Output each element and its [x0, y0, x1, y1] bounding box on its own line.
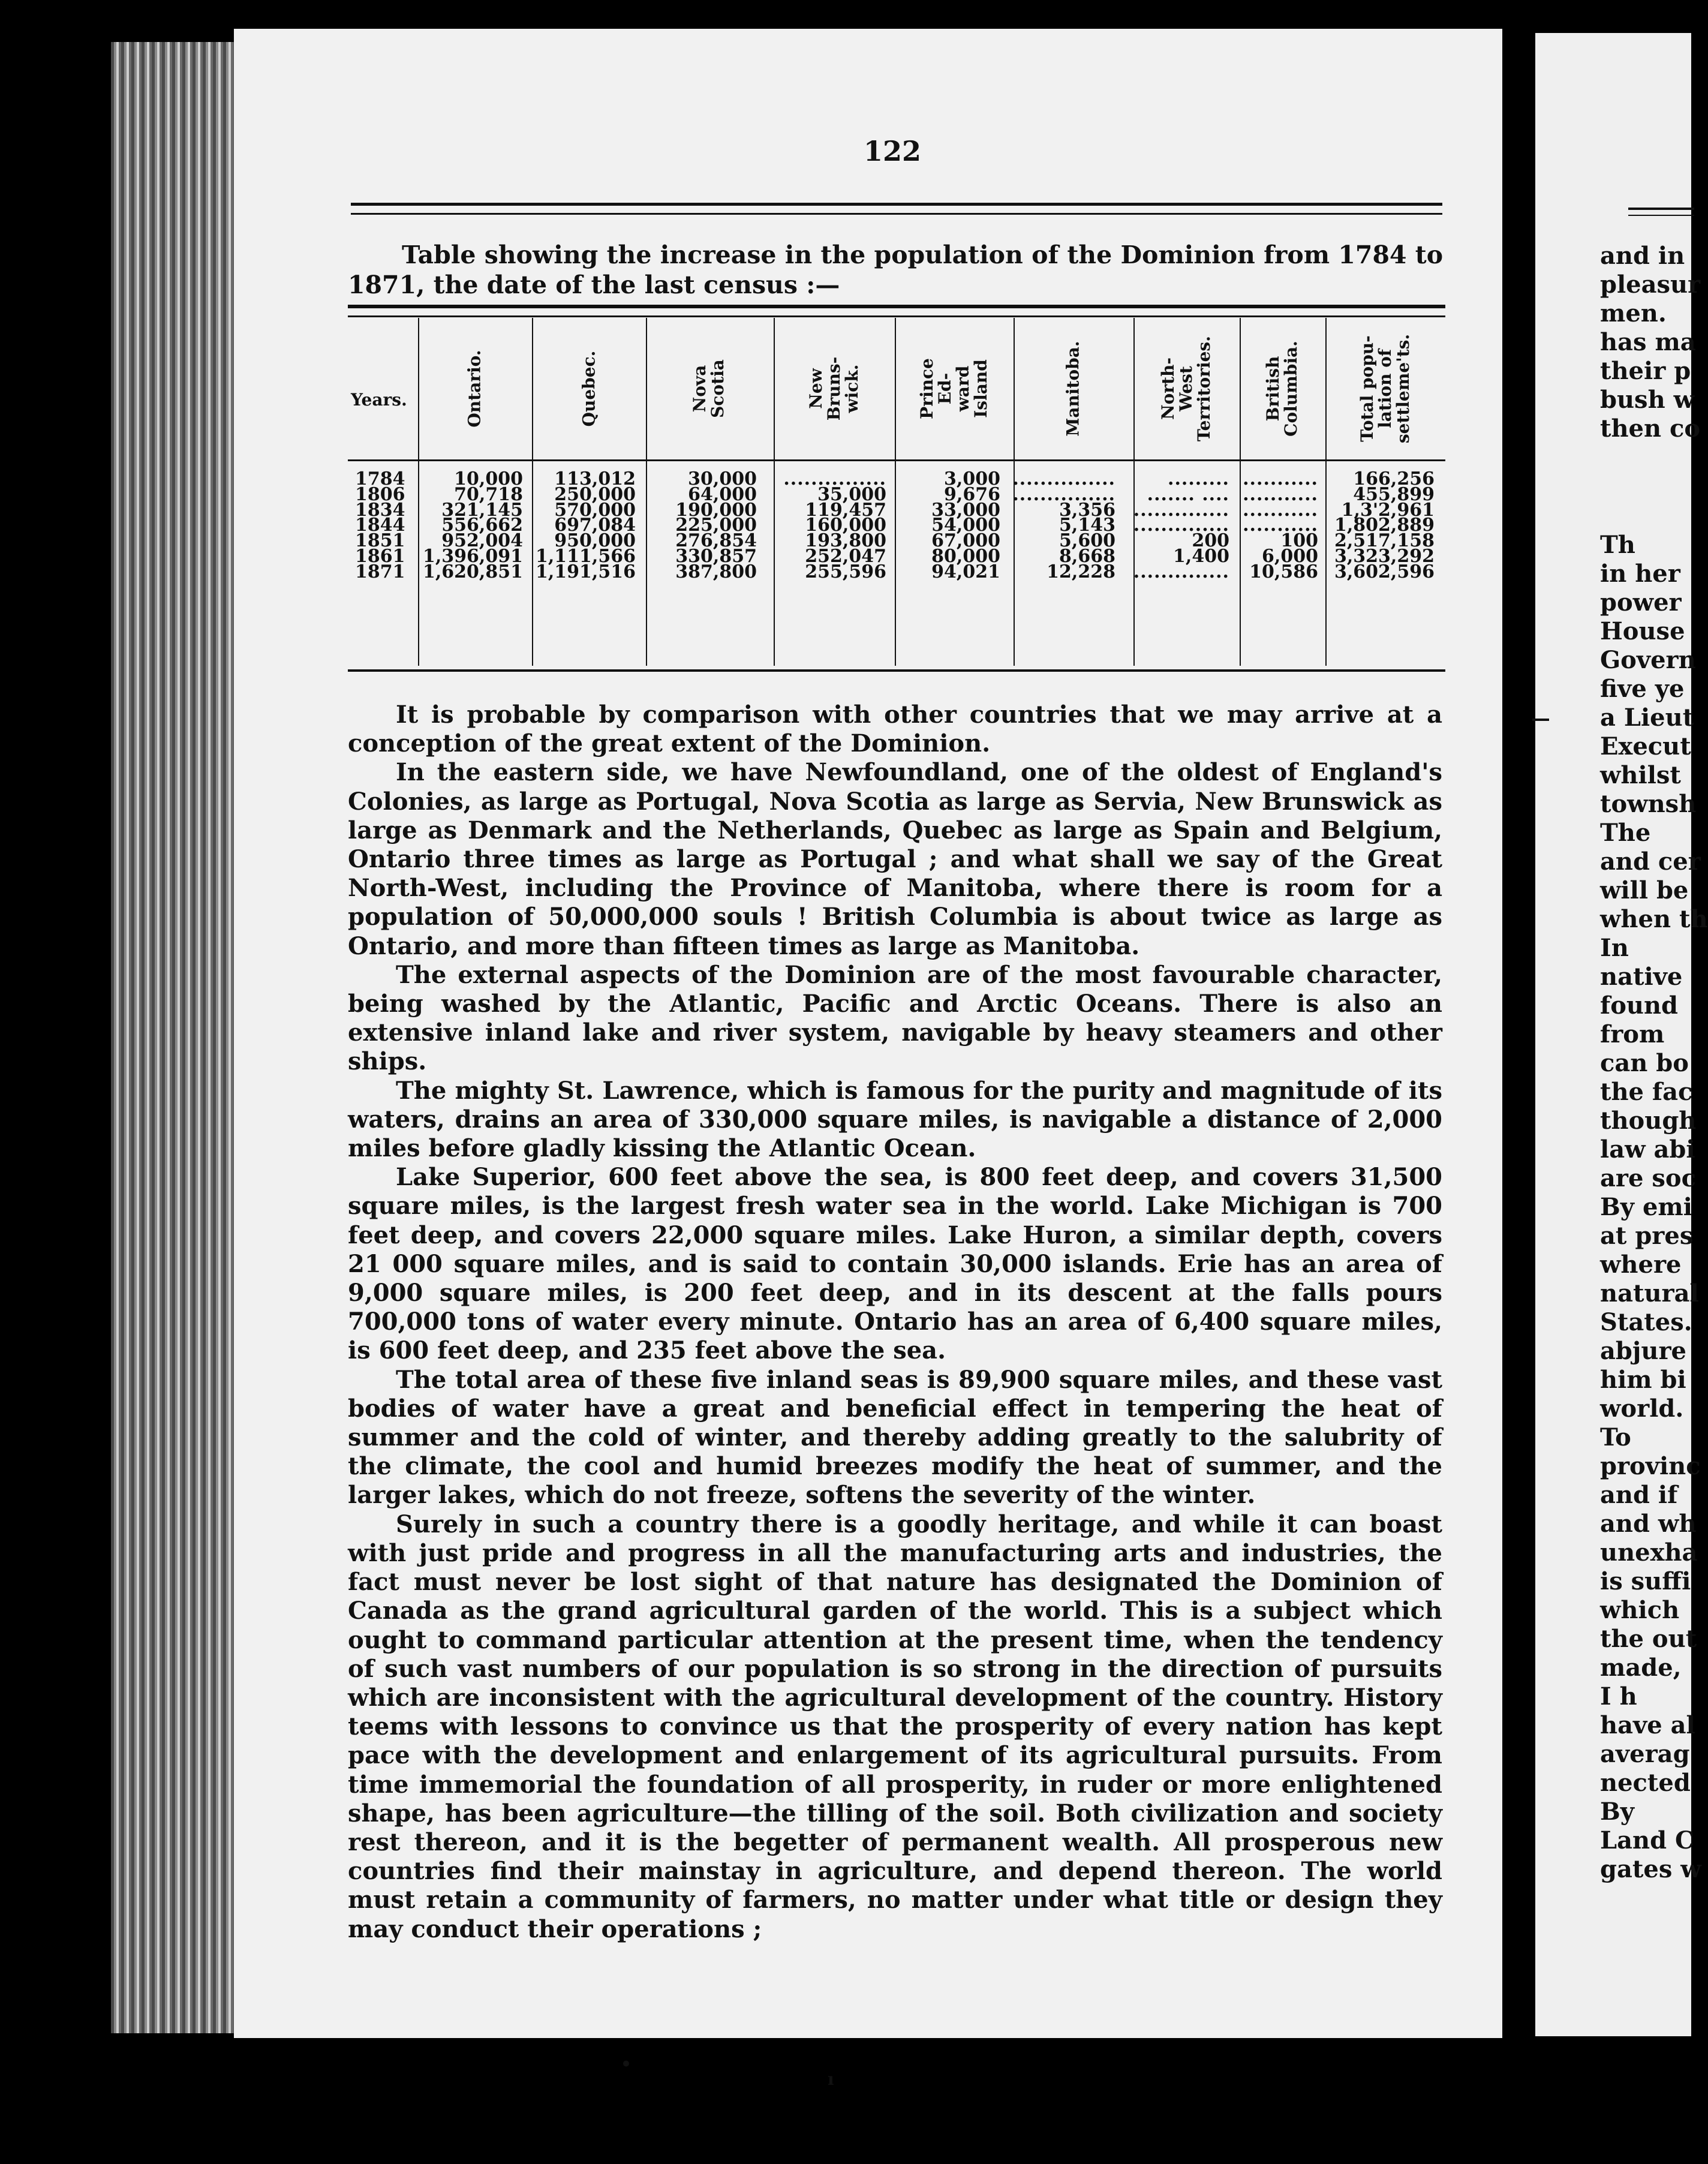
adjacent-page-line: the out — [1600, 1625, 1697, 1653]
adjacent-page-line: power — [1600, 588, 1682, 617]
table-cell: 697,084 — [554, 515, 636, 536]
page-number: 122 — [864, 135, 922, 167]
adjacent-page-line: from — [1600, 1020, 1665, 1048]
header-north-west-territories: North-West Territories. — [1158, 335, 1214, 441]
table-cell-year: 1834 — [355, 499, 405, 521]
adjacent-page-line: natural — [1600, 1279, 1699, 1308]
adjacent-page-line: and wh — [1600, 1510, 1697, 1538]
table-cell: 225,000 — [675, 515, 757, 536]
table-cell: 35,000 — [817, 483, 886, 505]
adjacent-page-line: made, — [1600, 1654, 1682, 1682]
column-divider — [1240, 318, 1241, 666]
table-cell: 30,000 — [688, 468, 757, 489]
scan-speck: ı — [828, 2069, 834, 2089]
header-total-population: Total popu- lation of settleme'ts. — [1357, 333, 1414, 443]
adjacent-page-line: at pres — [1600, 1222, 1694, 1250]
header-prince-edward-island: Prince Ed- ward Island — [917, 357, 991, 419]
table-cell: 190,000 — [675, 499, 757, 521]
table-cell: 6,000 — [1262, 546, 1318, 567]
paragraph: In the eastern side, we have Newfoundland, one of the oldest of England's Colonies, as large as Portugal, Nova Scotia as large as Servia, New Brunswick as large as Denmark and the Netherlands, Quebec as large as Spain and Belgium, Ontario three times as large as Portugal ; and what shall we say of the Great North-West, including the Province of Manitoba, where there is room for a population of 50,000,000 souls ! British Columbia is about twice as large as Ontario, and more than fifteen times as large as Manitoba. — [348, 758, 1442, 960]
table-cell-year: 1806 — [355, 483, 405, 505]
table-cell: 1,191,516 — [535, 561, 636, 582]
adjacent-page-line: nected — [1600, 1769, 1691, 1797]
adjacent-page-line: law abi — [1600, 1135, 1695, 1164]
adjacent-page-line: world. — [1600, 1394, 1684, 1423]
adjacent-page-line: bush w — [1600, 386, 1695, 414]
table-cell: 252,047 — [805, 546, 886, 567]
adjacent-page-line: Land C — [1600, 1826, 1694, 1855]
adjacent-page-line: By — [1600, 1798, 1635, 1826]
adjacent-page-line: have al — [1600, 1711, 1695, 1739]
adjacent-page-rule — [1628, 208, 1694, 216]
table-cell: 160,000 — [805, 515, 886, 536]
adjacent-page-line: the fac — [1600, 1078, 1693, 1106]
table-top-rule — [348, 305, 1445, 317]
table-cell: ........... — [1243, 483, 1318, 505]
adjacent-page-line: To — [1600, 1423, 1631, 1451]
header-rule — [351, 203, 1442, 215]
header-nova-scotia: Nova Scotia — [690, 359, 727, 418]
adjacent-page-line: a Lieut — [1600, 704, 1694, 732]
table-cell: 321,145 — [441, 499, 523, 521]
table-cell: 80,000 — [931, 546, 1000, 567]
table-cell: 387,800 — [675, 561, 757, 582]
adjacent-page-line: Execut — [1600, 732, 1691, 761]
table-cell: 64,000 — [688, 483, 757, 505]
table-cell: 570,000 — [554, 499, 636, 521]
table-cell-year: 1851 — [355, 530, 405, 552]
table-cell: 9,676 — [944, 483, 1000, 505]
header-british-columbia: British Columbia. — [1263, 340, 1301, 437]
table-cell: 3,323,292 — [1334, 546, 1435, 567]
table-cell: .............. — [1133, 561, 1229, 582]
table-cell: ........... — [1243, 468, 1318, 489]
header-new-brunswick: New Bruns- wick. — [806, 356, 862, 420]
adjacent-page-line: States. — [1600, 1308, 1692, 1336]
table-cell: 100 — [1280, 530, 1318, 552]
paragraph: Lake Superior, 600 feet above the sea, is 800 feet deep, and covers 31,500 square miles, is the largest fresh water sea in the world. Lake Michigan is 700 feet deep, and covers 22,000 square miles. Lake Huron, a similar depth, covers 21 000 square miles, and is said to contain 30,000 islands. Erie has an area of 9,000 square miles, is 200 feet deep, and in its descent at the falls pours 700,000 tons of water every minute. Ontario has an area of 6,400 square miles, is 600 feet deep, and 235 feet above the sea. — [348, 1163, 1442, 1365]
table-cell: .............. — [1133, 515, 1229, 536]
adjacent-page-line: and cer — [1600, 847, 1701, 876]
table-cell: ........... — [1243, 499, 1318, 521]
table-cell: 1,620,851 — [422, 561, 523, 582]
table-cell: ............... — [1012, 483, 1115, 505]
column-divider — [895, 318, 896, 666]
table-cell: 33,000 — [931, 499, 1000, 521]
table-caption: Table showing the increase in the population of the Dominion from 1784 to 1871, the date of the last census :— — [348, 241, 1444, 299]
table-cell: 1,396,091 — [422, 546, 523, 567]
table-cell: 12,228 — [1047, 561, 1115, 582]
header-ontario: Ontario. — [465, 349, 485, 428]
table-cell-year: 1861 — [355, 546, 405, 567]
adjacent-page-line: though — [1600, 1107, 1697, 1135]
adjacent-page-line: will be — [1600, 876, 1689, 904]
paragraph: The external aspects of the Dominion are of the most favourable character, being washed by the Atlantic, Pacific and Arctic Oceans. There is also an extensive inland lake and river system, navigable by heavy steamers and other ships. — [348, 960, 1442, 1076]
body-text — [348, 701, 1442, 1944]
table-cell: 54,000 — [931, 515, 1000, 536]
adjacent-page-line: men. — [1600, 299, 1667, 327]
table-cell: 2,517,158 — [1334, 530, 1435, 552]
table-cell: 1,802,889 — [1334, 515, 1435, 536]
adjacent-page-line: are soc — [1600, 1164, 1696, 1192]
adjacent-page-line: averag — [1600, 1740, 1690, 1768]
adjacent-page-line: five ye — [1600, 675, 1685, 703]
paragraph: The total area of these five inland seas is 89,900 square miles, and these vast bodies of water have a great and beneficial effect in tempering the heat of summer and the cold of winter, and thereby adding greatly to the salubrity of the climate, the cool and humid breezes modify the heat of summer, and the larger lakes, which do not freeze, softens the severity of the winter. — [348, 1365, 1442, 1510]
table-cell: 70,718 — [454, 483, 523, 505]
adjacent-page-line: where — [1600, 1251, 1682, 1279]
table-cell: 276,854 — [675, 530, 757, 552]
adjacent-page-line: By emi — [1600, 1193, 1692, 1221]
table-cell: 119,457 — [805, 499, 886, 521]
header-manitoba: Manitoba. — [1063, 340, 1083, 437]
table-cell: 5,143 — [1059, 515, 1115, 536]
table-cell: 113,012 — [554, 468, 636, 489]
table-cell: 250,000 — [554, 483, 636, 505]
table-header-rule — [348, 459, 1445, 461]
table-bottom-rule — [348, 669, 1445, 672]
table-cell-year: 1784 — [355, 468, 405, 489]
table-cell: 1,3'2,961 — [1341, 499, 1435, 521]
table-cell: 94,021 — [931, 561, 1000, 582]
table-cell: 1,400 — [1173, 546, 1229, 567]
adjacent-page-line: House — [1600, 617, 1685, 645]
table-cell: 5,600 — [1059, 530, 1115, 552]
table-cell: 3,000 — [944, 468, 1000, 489]
adjacent-page-line: pleasur — [1600, 270, 1701, 299]
header-quebec: Quebec. — [579, 350, 599, 426]
table-cell: 8,668 — [1059, 546, 1115, 567]
adjacent-page-line: townsh — [1600, 790, 1697, 818]
column-divider — [774, 318, 775, 666]
header-years: Years. — [351, 390, 407, 410]
table-cell: 10,000 — [454, 468, 523, 489]
paragraph: It is probable by comparison with other countries that we may arrive at a conception of the great extent of the Dominion. — [348, 701, 1442, 758]
adjacent-page-line: abjure — [1600, 1337, 1686, 1365]
column-divider — [532, 318, 533, 666]
table-cell: ....... .... — [1147, 483, 1229, 505]
table-cell: ......... — [1168, 468, 1229, 489]
scan-speck: • — [621, 2054, 632, 2074]
book-edge — [111, 42, 246, 2033]
adjacent-page-line: and if — [1600, 1481, 1678, 1509]
adjacent-page-line: gates w — [1600, 1855, 1701, 1883]
adjacent-page-line: and in — [1600, 242, 1685, 270]
table-cell: 255,596 — [805, 561, 886, 582]
table-cell: ............... — [1012, 468, 1115, 489]
adjacent-page-line: when th — [1600, 905, 1708, 933]
table-cell-year: 1844 — [355, 515, 405, 536]
table-cell: 952,004 — [441, 530, 523, 552]
adjacent-page-line: Th — [1600, 531, 1635, 559]
column-divider — [1133, 318, 1135, 666]
table-cell: ............... — [783, 468, 886, 489]
adjacent-page-line: him bi — [1600, 1366, 1686, 1394]
table-cell: .............. — [1133, 499, 1229, 521]
adjacent-page-line: has ma — [1600, 328, 1696, 356]
column-divider — [1325, 318, 1327, 666]
table-cell: 166,256 — [1353, 468, 1435, 489]
adjacent-page-line: native — [1600, 963, 1683, 991]
table-cell: 330,857 — [675, 546, 757, 567]
adjacent-page-line: which — [1600, 1596, 1680, 1624]
table-cell: ........... — [1243, 515, 1318, 536]
adjacent-page-line: The — [1600, 819, 1651, 847]
adjacent-page-line: can bo — [1600, 1049, 1689, 1077]
column-divider — [646, 318, 647, 666]
table-cell: 10,586 — [1249, 561, 1318, 582]
adjacent-page-line: in her — [1600, 560, 1680, 588]
table-cell: 556,662 — [441, 515, 523, 536]
adjacent-page-line: their p — [1600, 357, 1691, 385]
table-cell: 950,000 — [554, 530, 636, 552]
table-cell: 455,899 — [1353, 483, 1435, 505]
table-cell: 200 — [1192, 530, 1229, 552]
table-cell: 67,000 — [931, 530, 1000, 552]
adjacent-page-line: Govern — [1600, 646, 1696, 674]
adjacent-page-line: provinc — [1600, 1452, 1701, 1480]
table-cell: 3,602,596 — [1334, 561, 1435, 582]
adjacent-page-line: whilst — [1600, 761, 1681, 789]
table-cell: 193,800 — [805, 530, 886, 552]
column-divider — [418, 318, 419, 666]
adjacent-page-line: unexha — [1600, 1538, 1698, 1567]
table-cell-year: 1871 — [355, 561, 405, 582]
adjacent-page-line: found — [1600, 991, 1679, 1020]
margin-dash — [1532, 719, 1549, 721]
adjacent-page-line: In — [1600, 934, 1629, 962]
paragraph: The mighty St. Lawrence, which is famous for the purity and magnitude of its waters, drains an area of 330,000 square miles, is navigable a distance of 2,000 miles before gladly kissing the Atlantic Ocean. — [348, 1076, 1442, 1163]
adjacent-page-line: then co — [1600, 414, 1701, 443]
paragraph: Surely in such a country there is a goodly heritage, and while it can boast with just pride and progress in all the manufacturing arts and industries, the fact must never be lost sight of that nature has designated the Dominion of Canada as the grand agricultural garden of the world. This is a subject which ought to command particular attention at the present time, when the tendency of such vast numbers of our population is so strong in the direction of pursuits which are inconsistent with the agricultural development of the country. History teems with lessons to convince us that the prosperity of every nation has kept pace with the development and enlargement of its agricultural pursuits. From time immemorial the foundation of all prosperity, in ruder or more enlightened shape, has been agriculture—the tilling of the soil. Both civilization and society rest thereon, and it is the begetter of permanent wealth. All prosperous new countries find their mainstay in agriculture, and depend thereon. The world must retain a community of farmers, no matter under what title or design they may conduct their operations ; — [348, 1510, 1442, 1943]
table-cell: 3,356 — [1059, 499, 1115, 521]
table-cell: 1,111,566 — [535, 546, 636, 567]
adjacent-page-line: I h — [1600, 1682, 1637, 1711]
adjacent-page-line: is suffi — [1600, 1567, 1691, 1595]
